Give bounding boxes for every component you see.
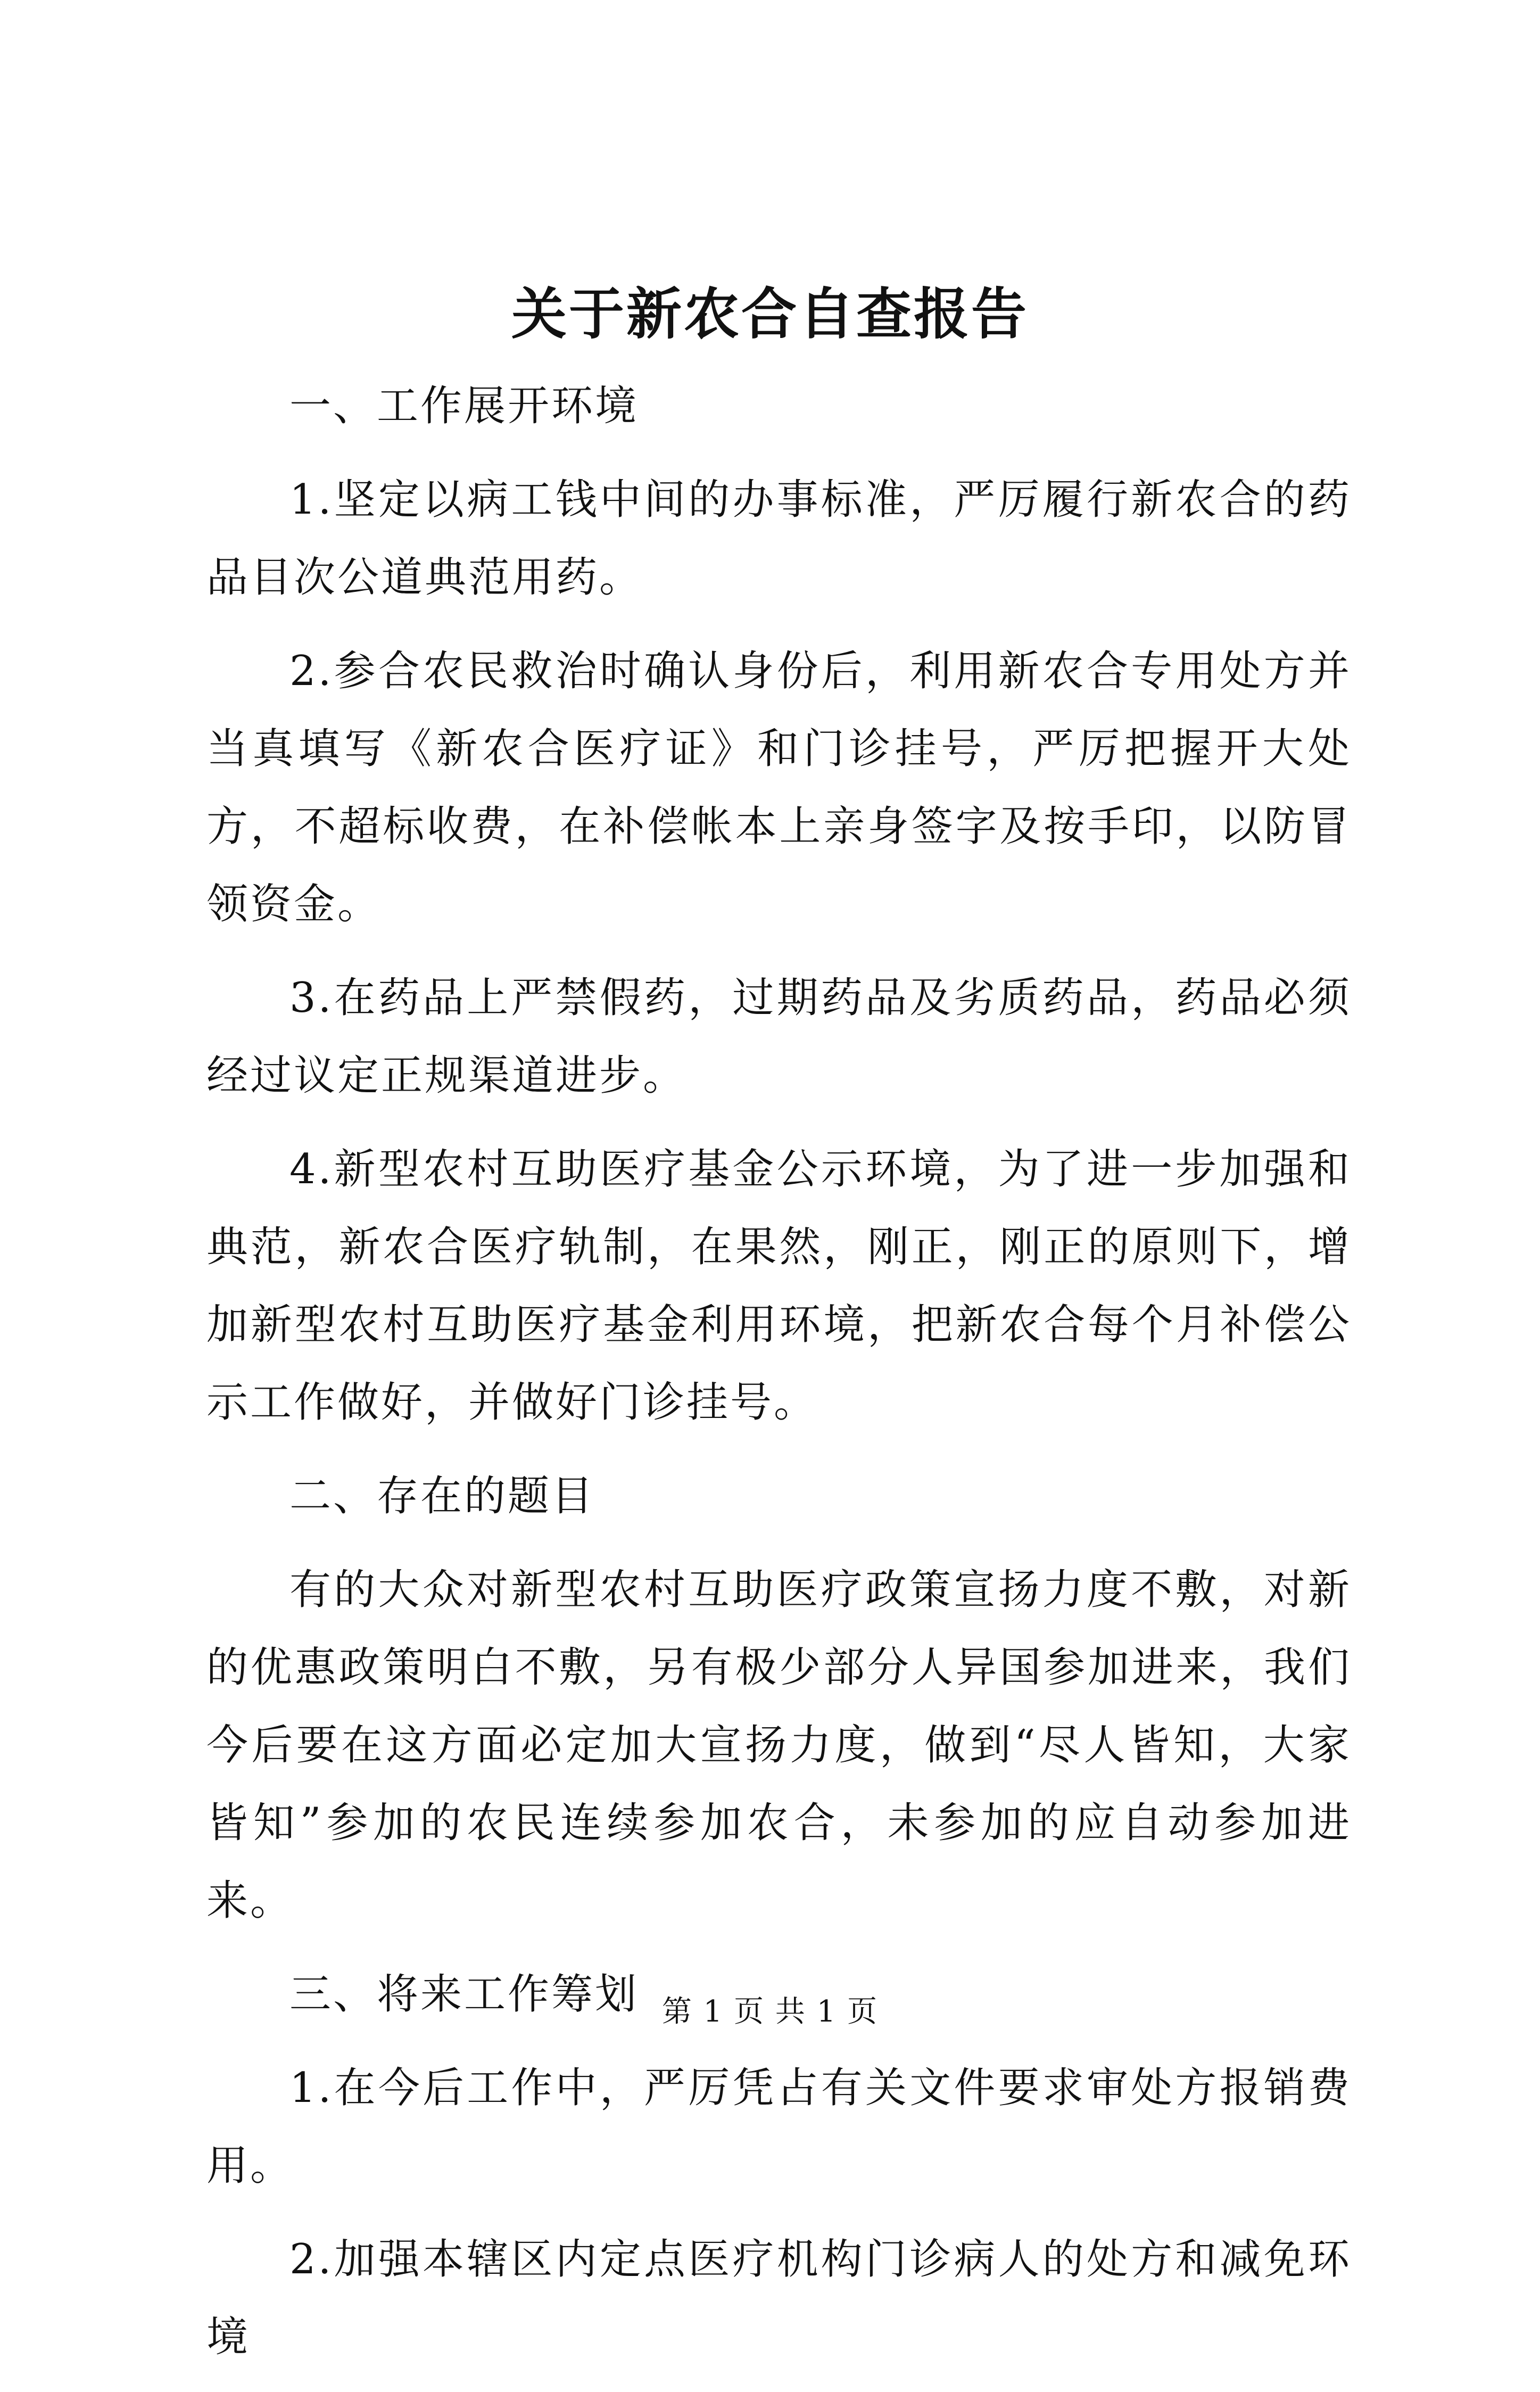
section-heading-future-plan: 三、将来工作筹划 (289, 1970, 639, 2018)
page-number-footer: 第 1 页 共 1 页 (661, 1994, 879, 2029)
paragraph-item-3: 3.在药品上严禁假药，过期药品及劣质药品，药品必须经过议定正规渠道进步。 (206, 974, 1352, 1100)
document-title: 关于新农合自查报告 (511, 281, 1029, 347)
paragraph-item-4: 4.新型农村互助医疗基金公示环境，为了进一步加强和典范，新农合医疗轨制，在果然，刚正，刚正的原则下，增加新型农村互助医疗基金利用环境，把新农合每个月补偿公示工作做好，并做好门诊挂号。 (206, 1145, 1352, 1426)
paragraph-problems: 有的大众对新型农村互助医疗政策宣扬力度不敷，对新的优惠政策明白不敷，另有极少部分人异国参加进来，我们今后要在这方面必定加大宣扬力度，做到“尽人皆知，大家皆知”参加的农民连续参加农合，未参加的应自动参加进来。 (206, 1566, 1352, 1925)
document-body (206, 367, 1352, 2392)
section-heading-work-status: 一、工作展开环境 (289, 382, 639, 430)
paragraph-plan-2: 2.加强本辖区内定点医疗机构门诊病人的处方和减免环境 (206, 2236, 1352, 2361)
section-heading-problems: 二、存在的题目 (289, 1472, 595, 1520)
paragraph-item-2: 2.参合农民救治时确认身份后，利用新农合专用处方并当真填写《新农合医疗证》和门诊挂号，严厉把握开大处方，不超标收费，在补偿帐本上亲身签字及按手印，以防冒领资金。 (206, 647, 1352, 928)
paragraph-plan-1: 1.在今后工作中，严厉凭占有关文件要求审处方报销费用。 (206, 2064, 1352, 2190)
paragraph-item-1: 1.坚定以病工钱中间的办事标准，严厉履行新农合的药品目次公道典范用药。 (206, 476, 1352, 601)
